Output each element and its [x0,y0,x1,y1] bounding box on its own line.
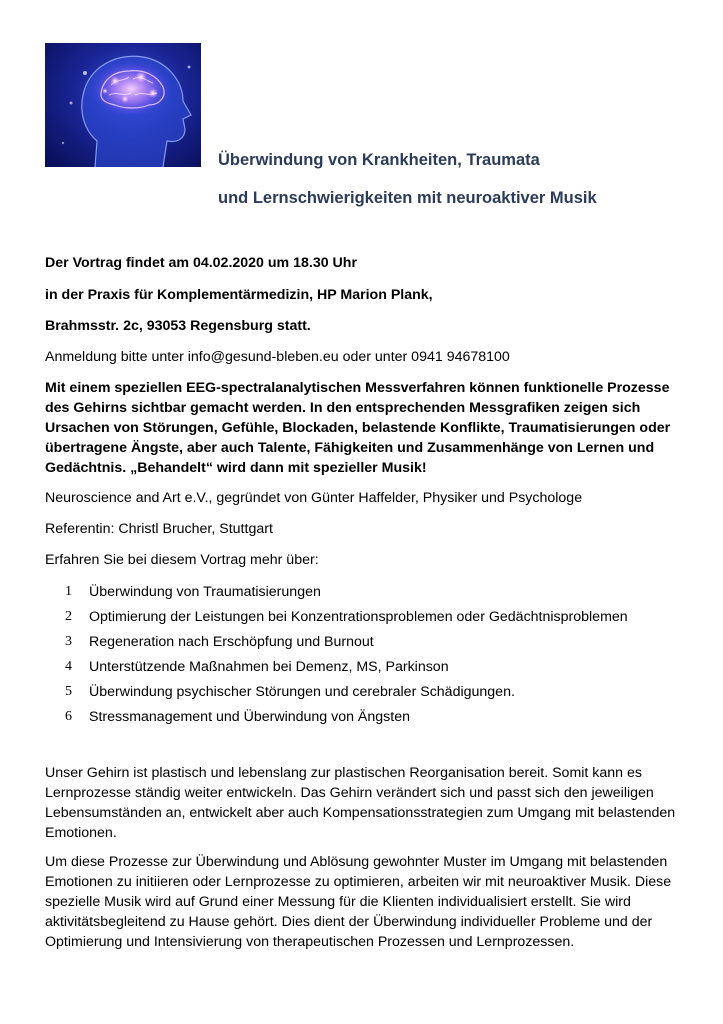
organization-info: Neuroscience and Art e.V., gegründet von Günter Haffelder, Physiker und Psychologe [45,490,583,506]
list-item [45,607,685,632]
list-intro: Erfahren Sie bei diesem Vortrag mehr über: [45,552,319,568]
list-item [45,682,685,707]
list-item-number: 4 [65,659,72,675]
body-paragraph-1: Unser Gehirn ist plastisch und lebenslang zur plastischen Reorganisation bereit. Somit kann es Lernprozesse ständig weiter entwickeln. Das Gehirn verändert sich und passt sich den jeweiligen Lebensumständen an, entwickelt aber auch Kompensationsstrategien zum Umgang mit belastenden Emotionen. [45,765,676,841]
list-item [45,582,685,607]
header-image [45,43,201,167]
list-item-text: Unterstützende Maßnahmen bei Demenz, MS, Parkinson [89,659,449,676]
list-item-text: Überwindung psychischer Störungen und cerebraler Schädigungen. [89,684,515,701]
list-item-text: Optimierung der Leistungen bei Konzentrationsproblemen oder Gedächtnisproblemen [89,609,628,626]
list-item-number: 3 [65,634,72,650]
topic-list [45,582,685,733]
list-item-text: Stressmanagement und Überwindung von Ängsten [89,709,410,726]
list-item-number: 1 [65,584,72,599]
intro-paragraph: Mit einem speziellen EEG-spectralanalytischen Messverfahren können funktionelle Prozesse des Gehirns sichtbar gemacht werden. In den entsprechenden Messgrafiken zeigen sich Ursachen von Störungen, Gefühle, Blockaden, belastende Konflikte, Traumatisierungen oder übertragene Ängste, aber auch Talente, Fähigkeiten und Zusammenhänge von Lernen und Gedächtnis. „Behandelt“ wird dann mit spezieller Musik! [45,380,671,476]
speaker-info: Referentin: Christl Brucher, Stuttgart [45,521,273,537]
event-location: in der Praxis für Komplementärmedizin, HP Marion Plank, [45,287,433,303]
title-line-2: und Lernschwierigkeiten mit neuroaktiver Musik [218,189,597,207]
list-item [45,707,685,732]
list-item [45,632,685,657]
list-item [45,657,685,682]
brain-head-icon [45,43,201,167]
list-item-number: 5 [65,684,72,700]
event-date: Der Vortrag findet am 04.02.2020 um 18.30 Uhr [45,255,357,271]
list-item-text: Überwindung von Traumatisierungen [89,584,321,600]
title-line-1: Überwindung von Krankheiten, Traumata [218,151,540,169]
event-address: Brahmsstr. 2c, 93053 Regensburg statt. [45,318,311,334]
list-item-number: 2 [65,609,72,625]
registration-info: Anmeldung bitte unter info@gesund-bleben.eu oder unter 0941 94678100 [45,349,510,365]
body-paragraph-2: Um diese Prozesse zur Überwindung und Ablösung gewohnter Muster im Umgang mit belastenden Emotionen zu initiieren oder Lernprozesse zu optimieren, arbeiten wir mit neuroaktiver Musik. Diese spezielle Musik wird auf Grund einer Messung für die Klienten individualisiert erstellt. Sie wird aktivitätsbegleitend zu Hause gehört. Dies dient der Überwindung individueller Probleme und der Optimierung und Intensivierung von therapeutischen Prozessen und Lernprozessen. [45,854,672,950]
list-item-number: 6 [65,709,72,725]
list-item-text: Regeneration nach Erschöpfung und Burnout [89,634,374,651]
